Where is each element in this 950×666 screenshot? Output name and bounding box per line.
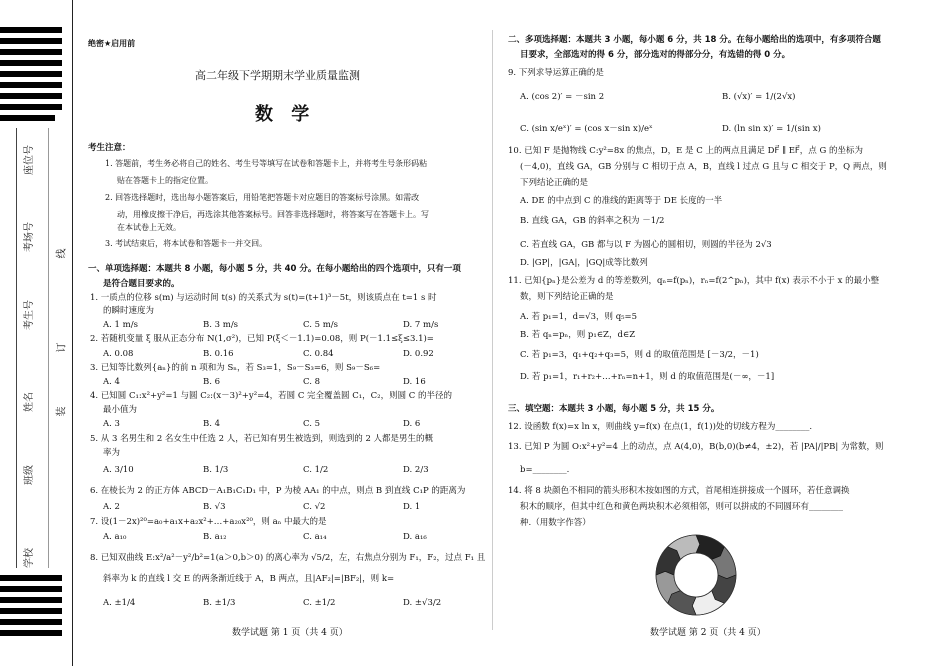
option-a: A. ±1/4 [103, 598, 136, 608]
option-a: A. 0.08 [103, 349, 134, 359]
question-stem: 下列结论正确的是 [520, 178, 589, 188]
option-b: B. a₁₂ [203, 532, 227, 542]
notice-line: 贴在答题卡上的指定位置。 [117, 176, 213, 185]
option-b: B. 直线 GA，GB 的斜率之积为 －1/2 [520, 216, 665, 226]
option-d: D. |GP|，|GA|，|GQ|成等比数列 [520, 258, 648, 268]
seal-word-line: 线 [56, 248, 68, 259]
seat-number-label: 座位号 [24, 145, 35, 175]
question-stem: 14. 将 8 块颜色不相同的箭头形积木按如图的方式，首尾相连拼接成一个圆环，若任意调换 [508, 486, 850, 496]
binding-strip [0, 0, 72, 666]
option-c: C. 5 [303, 419, 321, 429]
option-a: A. 2 [103, 502, 120, 512]
binding-bar [0, 38, 62, 44]
binding-bar [0, 115, 55, 121]
option-b: B. 3 m/s [203, 320, 239, 330]
option-d: D. a₁₆ [403, 532, 427, 542]
option-a: A. DE 的中点到 C 的准线的距离等于 DE 长度的一半 [520, 196, 723, 206]
option-a: A. 若 p₁=1，d=√3，则 q₅=5 [520, 312, 638, 322]
question-stem: 1. 一质点的位移 s(m) 与运动时间 t(s) 的关系式为 s(t)=(t+1)³－5t，则该质点在 t=1 s 时 [90, 293, 437, 303]
question-stem: 2. 若随机变量 ξ 服从正态分布 N(1,σ²)，已知 P(ξ＜－1.1)=0.08，则 P(－1.1≤ξ≤3.1)= [90, 334, 434, 344]
question-stem: 7. 设(1－2x)²⁰=a₀+a₁x+a₂x²+…+a₂₀x²⁰，则 aₙ 中最大的是 [90, 517, 327, 527]
option-a: A. 3/10 [103, 465, 134, 475]
option-c: C. √2 [303, 502, 326, 512]
school-label: 学校 [24, 548, 35, 568]
binding-edge [72, 0, 73, 666]
exam-room-label: 考场号 [24, 222, 35, 252]
question-stem: 9. 下列求导运算正确的是 [508, 68, 604, 78]
binding-bar [0, 597, 62, 603]
option-c: C. 1/2 [303, 465, 329, 475]
binding-bar [0, 619, 62, 625]
binding-bar [0, 27, 62, 33]
option-c: C. a₁₄ [303, 532, 327, 542]
ring-of-blocks-figure [654, 533, 738, 617]
notice-title: 考生注意： [88, 143, 131, 153]
page-footer: 数学试题 第 2 页（共 4 页） [650, 628, 766, 638]
option-b: B. 0.16 [203, 349, 234, 359]
question-stem: 10. 已知 F 是抛物线 C:y²=8x 的焦点，D，E 是 C 上的两点且满足 DF⃗ ∥ EF⃗，点 G 的坐标为 [508, 146, 863, 156]
section2-header: 目要求，全部选对的得 6 分，部分选对的得部分分，有选错的得 0 分。 [520, 50, 791, 60]
binding-bar [0, 104, 62, 110]
option-d: D. 6 [403, 419, 421, 429]
binding-bar [0, 82, 62, 88]
question-stem: 12. 设函数 f(x)=x ln x，则曲线 y=f(x) 在点(1，f(1))处的切线方程为________. [508, 422, 813, 432]
option-c: C. 若 p₁=3，q₁+q₂+q₃=5，则 d 的取值范围是 [－3/2，－1) [520, 350, 759, 360]
binding-bar [0, 630, 62, 636]
page-divider [492, 30, 493, 630]
page-footer: 数学试题 第 1 页（共 4 页） [232, 628, 348, 638]
notice-line: 2. 回答选择题时，选出每小题答案后，用铅笔把答题卡对应题目的答案标号涂黑。如需改 [105, 193, 420, 202]
question-stem: 最小值为 [103, 405, 138, 415]
section3-header: 三、填空题：本题共 3 小题，每小题 5 分，共 15 分。 [508, 404, 720, 414]
option-b: B. 1/3 [203, 465, 229, 475]
question-stem: 数，则下列结论正确的是 [520, 292, 614, 302]
question-stem: 种.（用数字作答） [520, 518, 591, 528]
binding-bar [0, 49, 62, 55]
section2-header: 二、多项选择题：本题共 3 小题，每小题 6 分，共 18 分。在每小题给出的选项中，有多项符合题 [508, 35, 881, 45]
option-c: C. 0.84 [303, 349, 334, 359]
binding-bar [0, 608, 62, 614]
notice-line: 在本试卷上无效。 [117, 223, 181, 232]
fold-line [48, 128, 49, 568]
option-d: D. 1 [403, 502, 421, 512]
ring-hole [674, 553, 718, 597]
option-b: B. (√x)′ = 1/(2√x) [722, 92, 796, 102]
option-d: D. (ln sin x)′ = 1/(sin x) [722, 124, 821, 134]
question-stem: (－4,0)，直线 GA，GB 分别与 C 相切于点 A，B，直线 l 过点 G 且与 C 相交于 P，Q 两点，则 [520, 162, 887, 172]
binding-bar [0, 586, 62, 592]
option-c: C. 若直线 GA，GB 都与以 F 为圆心的圆相切，则圆的半径为 2√3 [520, 240, 772, 250]
option-d: D. 0.92 [403, 349, 434, 359]
seal-word-pack: 装 [56, 406, 68, 417]
question-stem: 斜率为 k 的直线 l 交 E 的两条渐近线于 A，B 两点，且|AF₂|=|BF₂|，则 k= [103, 574, 395, 584]
question-stem: 13. 已知 P 为圆 O:x²+y²=4 上的动点，点 A(4,0)，B(b,0)(b≠4，±2)，若 |PA|/|PB| 为常数，则 [508, 442, 884, 452]
notice-line: 3. 考试结束后，将本试卷和答题卡一并交回。 [105, 239, 268, 248]
option-b: B. 4 [203, 419, 221, 429]
section1-header: 一、单项选择题：本题共 8 小题，每小题 5 分，共 40 分。在每小题给出的四个选项中，只有一项 [88, 264, 461, 274]
option-a: A. (cos 2)′ = －sin 2 [520, 92, 605, 102]
notice-line: 动，用橡皮擦干净后，再选涂其他答案标号。回答非选择题时，将答案写在答题卡上。写 [117, 210, 429, 219]
option-b: B. 6 [203, 377, 221, 387]
candidate-number-label: 考生号 [24, 300, 35, 330]
question-stem: 率为 [103, 448, 121, 458]
subject-title: 数 学 [255, 104, 316, 125]
option-c: C. (sin x/eˣ)′ = (cos x－sin x)/eˣ [520, 124, 653, 134]
question-stem: b=________. [520, 465, 570, 475]
binding-bar [0, 60, 62, 66]
question-stem: 的瞬时速度为 [103, 306, 155, 316]
option-b: B. 若 qₙ=pₙ，则 p₁∈Z，d∈Z [520, 330, 636, 340]
exam-title: 高二年级下学期期末学业质量监测 [195, 69, 360, 82]
binding-bar [0, 71, 62, 77]
option-a: A. 3 [103, 419, 120, 429]
option-d: D. 若 p₁=1，r₁+r₂+…+rₙ=n+1，则 d 的取值范围是(－∞，－1] [520, 372, 775, 382]
option-d: D. 2/3 [403, 465, 429, 475]
question-stem: 8. 已知双曲线 E:x²/a²－y²/b²=1(a＞0,b＞0) 的离心率为 √5/2，左，右焦点分别为 F₁，F₂，过点 F₁ 且 [90, 553, 486, 563]
binding-bar [0, 575, 62, 581]
question-stem: 3. 已知等比数列{aₙ}的前 n 项和为 Sₙ，若 S₃=1，S₉－S₃=6，则 S₉－S₆= [90, 363, 381, 373]
option-c: C. ±1/2 [303, 598, 336, 608]
question-stem: 积木的顺序，但其中红色和黄色两块积木必须相邻，则可以拼成的不同圆环有________ [520, 502, 844, 512]
name-label: 姓名 [24, 392, 35, 412]
option-c: C. 8 [303, 377, 321, 387]
binding-bar [0, 93, 62, 99]
option-d: D. 16 [403, 377, 426, 387]
option-c: C. 5 m/s [303, 320, 339, 330]
question-stem: 6. 在棱长为 2 的正方体 ABCD－A₁B₁C₁D₁ 中，P 为棱 AA₁ 的中点，则点 B 到直线 C₁P 的距离为 [90, 486, 466, 496]
top-secret-mark: 绝密★启用前 [88, 39, 136, 48]
seal-word-bind: 订 [56, 342, 68, 353]
question-stem: 5. 从 3 名男生和 2 名女生中任选 2 人，若已知有男生被选到，则选到的 2 人都是男生的概 [90, 434, 434, 444]
option-d: D. ±√3/2 [403, 598, 442, 608]
option-a: A. a₁₀ [103, 532, 127, 542]
question-stem: 11. 已知{pₙ}是公差为 d 的等差数列，qₙ=f(pₙ)，rₙ=f(2^pₙ)，其中 f(x) 表示不小于 x 的最小整 [508, 276, 880, 286]
class-label: 班级 [24, 465, 35, 485]
option-a: A. 1 m/s [103, 320, 138, 330]
option-d: D. 7 m/s [403, 320, 439, 330]
option-b: B. √3 [203, 502, 226, 512]
option-a: A. 4 [103, 377, 120, 387]
fill-line [16, 128, 17, 568]
question-stem: 4. 已知圆 C₁:x²+y²=1 与圆 C₂:(x－3)²+y²=4，若圆 C 完全覆盖圆 C₁，C₂，则圆 C 的半径的 [90, 391, 452, 401]
option-b: B. ±1/3 [203, 598, 236, 608]
section1-header: 是符合题目要求的。 [103, 279, 180, 289]
notice-line: 1. 答题前，考生务必将自己的姓名、考生号等填写在试卷和答题卡上，并将考生号条形码粘 [105, 159, 428, 168]
